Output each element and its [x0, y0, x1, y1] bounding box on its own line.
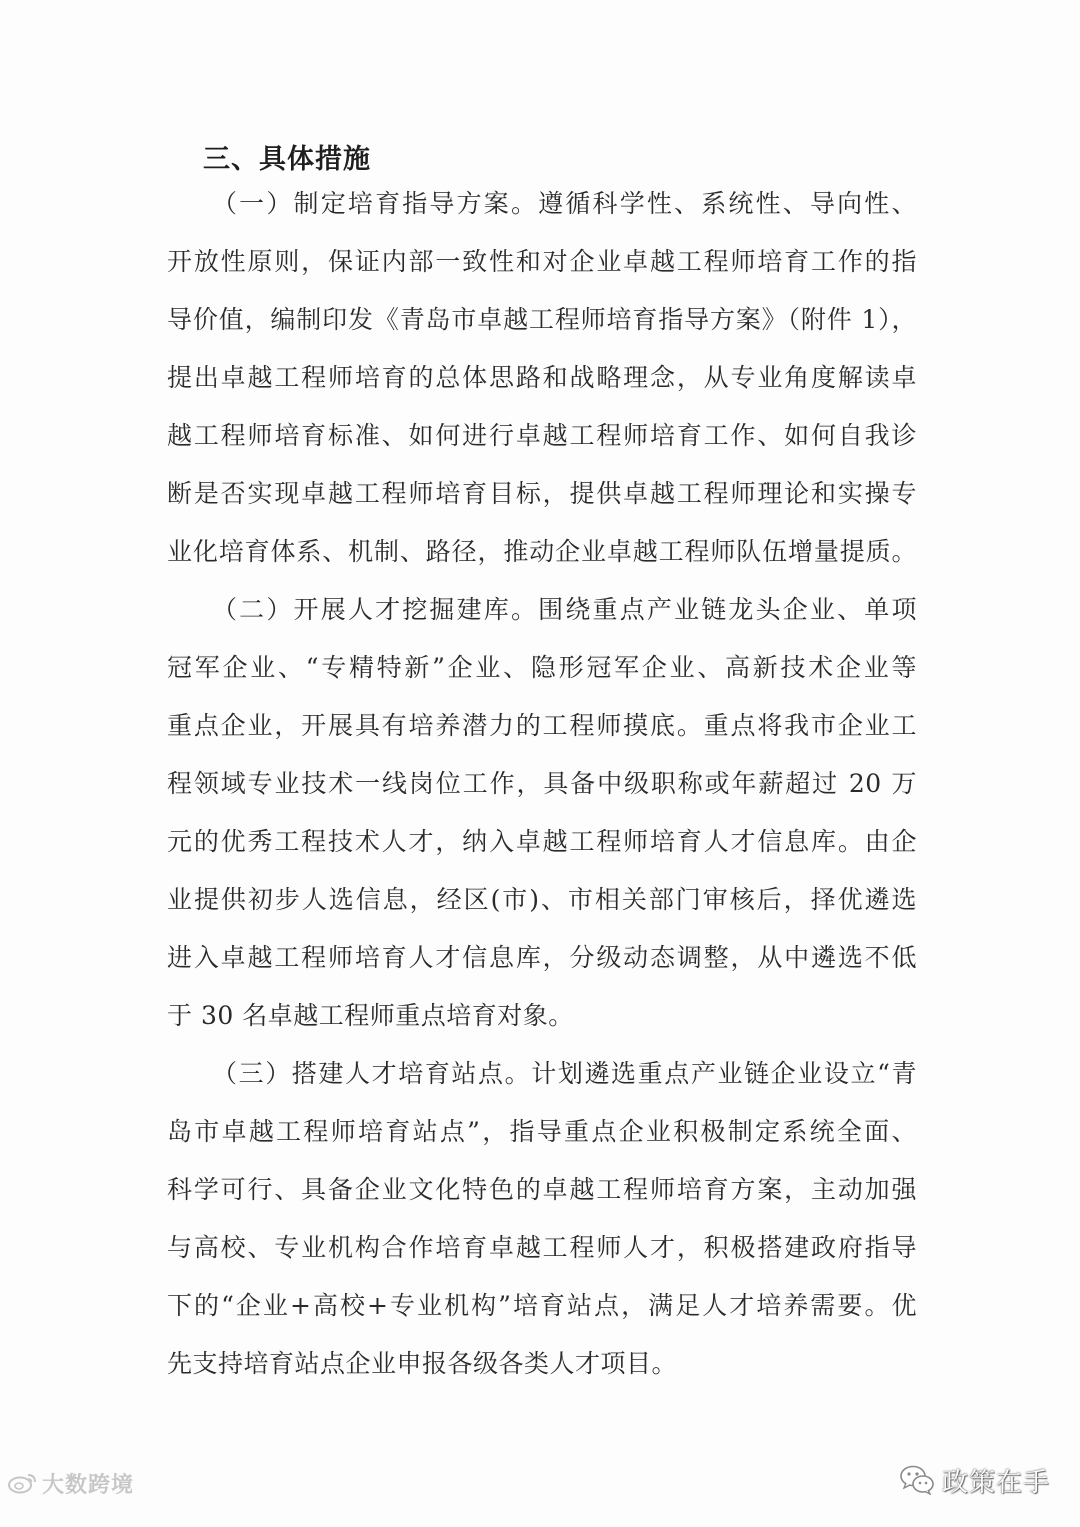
- paragraph-1-line-5: 越工程师培育标准、如何进行卓越工程师培育工作、如何自我诊: [167, 421, 917, 450]
- paragraph-3-line-6: 先支持培育站点企业申报各级各类人才项目。: [167, 1349, 678, 1378]
- paragraph-1-line-4: 提出卓越工程师培育的总体思路和战略理念，从专业角度解读卓: [167, 363, 917, 392]
- section-heading: 三、具体措施: [203, 144, 371, 175]
- paragraph-2-line-7: 进入卓越工程师培育人才信息库，分级动态调整，从中遴选不低: [167, 943, 917, 972]
- paragraph-1-line-1: （一）制定培育指导方案。遵循科学性、系统性、导向性、: [212, 189, 917, 218]
- watermark-right-text: 政策在手: [941, 1467, 1050, 1498]
- paragraph-2-line-6: 业提供初步人选信息，经区(市)、市相关部门审核后，择优遴选: [167, 885, 917, 914]
- paragraph-2-line-3: 重点企业，开展具有培养潜力的工程师摸底。重点将我市企业工: [167, 711, 917, 740]
- paragraph-1-line-7: 业化培育体系、机制、路径，推动企业卓越工程师队伍增量提质。: [167, 537, 917, 566]
- paragraph-2-line-5: 元的优秀工程技术人才，纳入卓越工程师培育人才信息库。由企: [167, 827, 917, 856]
- paragraph-1-line-6: 断是否实现卓越工程师培育目标，提供卓越工程师理论和实操专: [167, 479, 917, 508]
- wechat-icon: [900, 1465, 934, 1495]
- paragraph-3-line-3: 科学可行、具备企业文化特色的卓越工程师培育方案，主动加强: [167, 1175, 917, 1204]
- paragraph-2-line-8: 于 30 名卓越工程师重点培育对象。: [167, 1001, 574, 1030]
- paragraph-2-line-1: （二）开展人才挖掘建库。围绕重点产业链龙头企业、单项: [212, 595, 917, 624]
- paragraph-3-line-4: 与高校、专业机构合作培育卓越工程师人才，积极搭建政府指导: [167, 1233, 917, 1262]
- watermark-left-text: 大数跨境: [42, 1472, 135, 1498]
- paragraph-1-line-2: 开放性原则，保证内部一致性和对企业卓越工程师培育工作的指: [167, 247, 917, 276]
- paragraph-3-line-5: 下的“企业+高校+专业机构”培育站点，满足人才培养需要。优: [167, 1291, 917, 1320]
- watermark-left: [8, 1463, 134, 1503]
- paragraph-1-line-3: 导价值，编制印发《青岛市卓越工程师培育指导方案》（附件 1），: [167, 305, 917, 334]
- paragraph-2-line-4: 程领域专业技术一线岗位工作，具备中级职称或年薪超过 20 万: [167, 769, 917, 798]
- paragraph-2-line-2: 冠军企业、“专精特新”企业、隐形冠军企业、高新技术企业等: [167, 653, 917, 682]
- paragraph-3-line-1: （三）搭建人才培育站点。计划遴选重点产业链企业设立“青: [212, 1059, 917, 1088]
- paragraph-3-line-2: 岛市卓越工程师培育站点”，指导重点企业积极制定系统全面、: [167, 1117, 917, 1146]
- watermark-right: [900, 1458, 1050, 1502]
- weibo-icon: [8, 1472, 38, 1494]
